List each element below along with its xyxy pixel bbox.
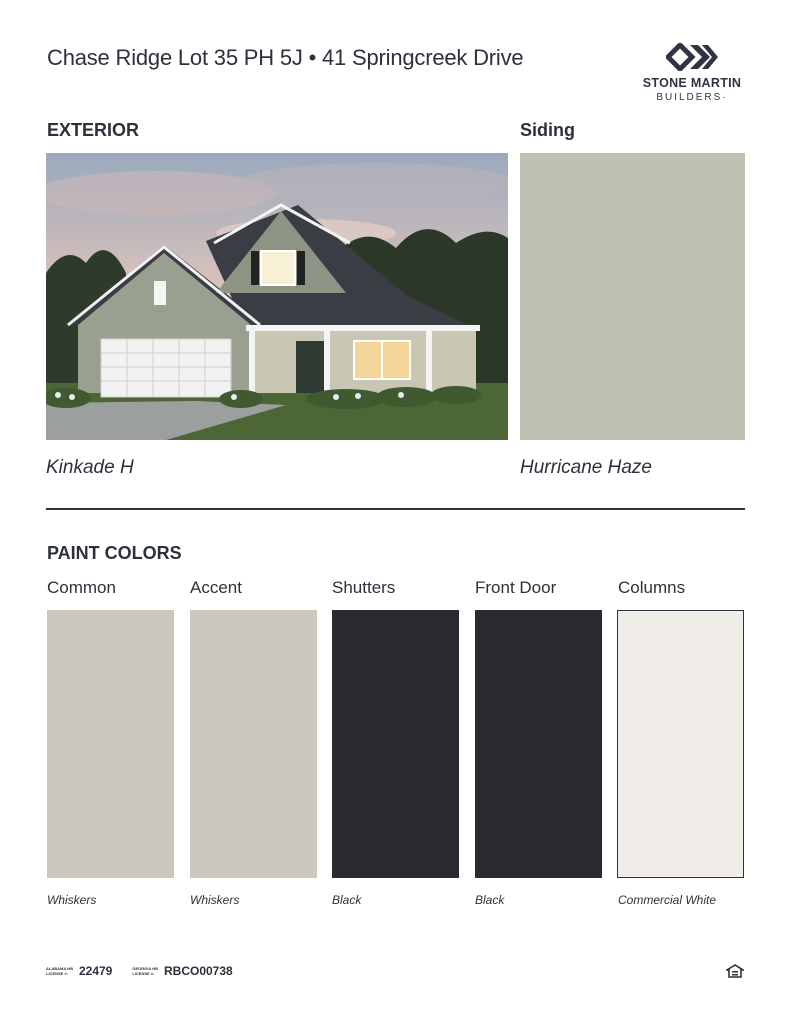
- al-license-line2: LICENSE #:: [46, 971, 69, 976]
- siding-swatch: [520, 153, 745, 440]
- swatch-name-common: Whiskers: [47, 893, 97, 907]
- swatch-name-accent: Whiskers: [190, 893, 240, 907]
- swatch-common: [47, 610, 174, 878]
- ga-license-line2: LICENSE #:: [132, 971, 155, 976]
- al-license-line1: ALABAMA HB: [46, 966, 73, 971]
- swatch-columns: [617, 610, 744, 878]
- page-title: Chase Ridge Lot 35 PH 5J • 41 Springcreek Drive: [47, 45, 524, 70]
- equal-housing-icon: [726, 964, 744, 978]
- swatch-label-shutters: Shutters: [332, 578, 396, 597]
- swatch-accent: [190, 610, 317, 878]
- swatch-front-door: [475, 610, 602, 878]
- ga-license-number: RBCO00738: [163, 964, 233, 978]
- license-info: [46, 964, 233, 978]
- stone-martin-logo: [636, 43, 748, 107]
- exterior-image: [46, 153, 508, 440]
- siding-color-name: Hurricane Haze: [520, 457, 652, 478]
- swatch-label-front-door: Front Door: [475, 578, 557, 597]
- al-license-number: 22479: [78, 964, 113, 978]
- swatch-shutters: [332, 610, 459, 878]
- swatch-label-accent: Accent: [190, 578, 242, 597]
- logo-text-stone-martin: STONE MARTIN: [642, 76, 742, 90]
- section-divider: [46, 508, 745, 510]
- siding-heading: Siding: [520, 120, 575, 140]
- plan-name: Kinkade H: [46, 457, 134, 478]
- swatch-name-front-door: Black: [475, 893, 505, 907]
- swatch-name-columns: Commercial White: [618, 893, 717, 907]
- swatch-label-common: Common: [47, 578, 116, 597]
- swatch-name-shutters: Black: [332, 893, 362, 907]
- paint-colors-heading: PAINT COLORS: [47, 543, 182, 563]
- ga-license-line1: GEORGIA HB: [132, 966, 158, 971]
- al-license-caption: [46, 966, 73, 976]
- logo-chevron-icon: [666, 43, 718, 71]
- exterior-heading: EXTERIOR: [47, 120, 140, 140]
- house-rendering-icon: [46, 153, 508, 440]
- swatch-label-columns: Columns: [618, 578, 686, 597]
- ga-license-caption: [132, 966, 158, 976]
- logo-text-builders: BUILDERS·: [656, 92, 728, 103]
